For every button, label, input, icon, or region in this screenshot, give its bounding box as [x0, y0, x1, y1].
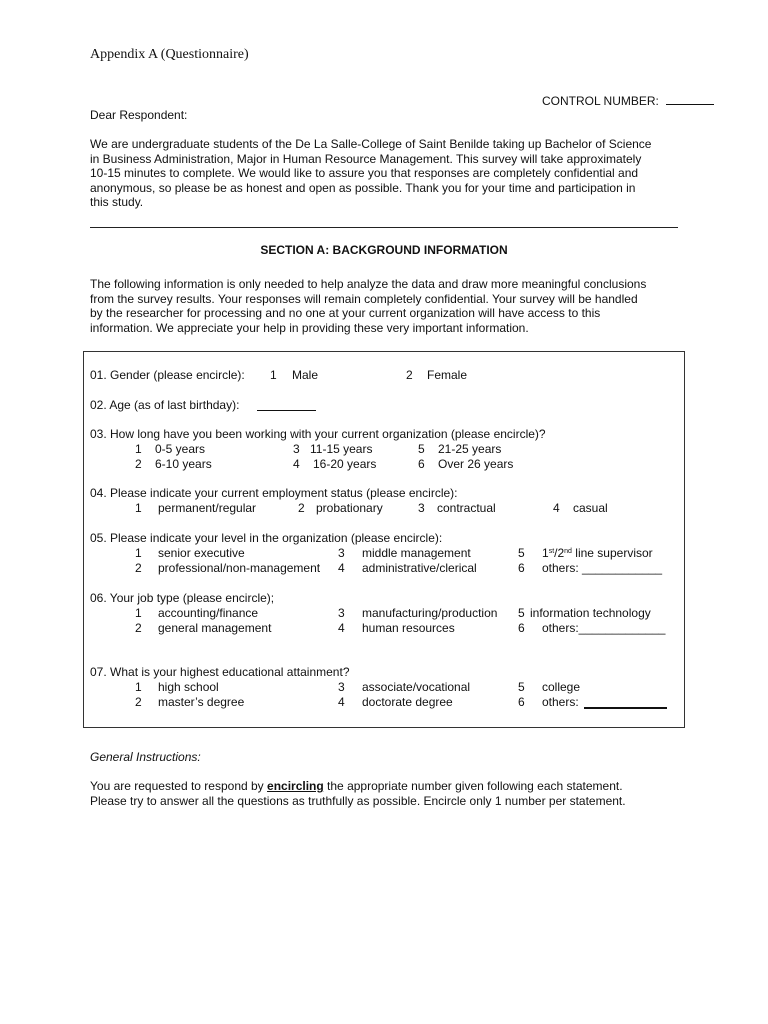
intro-paragraph	[90, 137, 680, 210]
option-label: doctorate degree	[362, 695, 453, 709]
option-number[interactable]: 5	[418, 442, 425, 456]
intro-line: 10-15 minutes to complete. We would like to assure you that responses are completely confidential and	[90, 166, 639, 180]
question-prompt: 05. Please indicate your level in the organization (please encircle):	[90, 531, 443, 545]
option-number[interactable]: 1	[270, 368, 277, 382]
intro-line: anonymous, so please be as honest and open as possible. Thank you for your time and participation in	[90, 180, 636, 195]
option-number[interactable]: 2	[135, 695, 142, 709]
intro-line: this study.	[90, 195, 144, 209]
option-number[interactable]: 5	[518, 680, 525, 694]
question-prompt: 06. Your job type (please encircle);	[90, 591, 275, 605]
divider	[90, 227, 678, 228]
option-number[interactable]: 3	[338, 546, 345, 560]
instructions-pre: You are requested to respond by	[90, 779, 268, 793]
option-number[interactable]: 1	[135, 501, 142, 515]
option-label: associate/vocational	[362, 680, 471, 694]
question-prompt: 01. Gender (please encircle):	[90, 368, 245, 382]
option-label: manufacturing/production	[362, 606, 498, 620]
option-number[interactable]: 2	[135, 561, 142, 575]
option-number[interactable]: 4	[553, 501, 560, 515]
option-label: Female	[427, 368, 468, 382]
option-number[interactable]: 4	[293, 457, 300, 471]
option-number[interactable]: 2	[298, 501, 305, 515]
option-label: 11-15 years	[310, 442, 373, 456]
instructions-text	[90, 779, 680, 808]
option-label[interactable]: others:_____________	[542, 621, 666, 635]
question-prompt: 04. Please indicate your current employment status (please encircle):	[90, 486, 458, 500]
instructions-line: Please try to answer all the questions as truthfully as possible. Encircle only 1 number per statement.	[90, 793, 626, 808]
option-number[interactable]: 3	[418, 501, 425, 515]
option-number[interactable]: 1	[135, 546, 142, 560]
question-prompt: 02. Age (as of last birthday):	[90, 398, 240, 412]
option-label: professional/non-management	[158, 561, 321, 575]
option-number[interactable]: 2	[135, 457, 142, 471]
option-number[interactable]: 2	[135, 621, 142, 635]
option-label: senior executive	[158, 546, 245, 560]
section-intro-line: from the survey results. Your responses will remain completely confidential. Your survey will be handled	[90, 291, 638, 306]
option-number[interactable]: 3	[293, 442, 300, 456]
option-label: casual	[573, 501, 608, 515]
option-number[interactable]: 6	[518, 561, 525, 575]
option-number[interactable]: 4	[338, 621, 345, 635]
option-number[interactable]: 4	[338, 561, 345, 575]
section-intro	[90, 277, 680, 335]
option-number[interactable]: 1	[135, 442, 142, 456]
section-intro-line: by the researcher for processing and no one at your current organization will have access to this	[90, 306, 601, 320]
instructions-emphasis: encircling	[267, 779, 324, 793]
option-label: high school	[158, 680, 219, 694]
option-number[interactable]: 4	[338, 695, 345, 709]
question-prompt: 03. How long have you been working with your current organization (please encircle)?	[90, 427, 546, 441]
intro-line: We are undergraduate students of the De La Salle-College of Saint Benilde taking up Bachelor of Science	[90, 137, 652, 151]
intro-line: in Business Administration, Major in Human Resource Management. This survey will take approximately	[90, 151, 642, 166]
option-label: 16-20 years	[313, 457, 377, 471]
section-title: SECTION A: BACKGROUND INFORMATION	[260, 243, 508, 257]
option-label: college	[542, 680, 581, 694]
control-number-label: CONTROL NUMBER:	[542, 94, 659, 108]
option-label: 21-25 years	[438, 442, 502, 456]
option-label: middle management	[362, 546, 471, 560]
option-number[interactable]: 3	[338, 680, 345, 694]
option-number[interactable]: 3	[338, 606, 345, 620]
option-number[interactable]: 1	[135, 680, 142, 694]
appendix-title: Appendix A (Questionnaire)	[90, 47, 249, 62]
option-label: others:	[542, 695, 579, 709]
option-label: master’s degree	[158, 695, 245, 709]
control-number	[542, 93, 714, 109]
option-label: Male	[292, 368, 319, 382]
option-label: administrative/clerical	[362, 561, 477, 575]
option-number[interactable]: 6	[518, 695, 525, 709]
option-label: accounting/finance	[158, 606, 259, 620]
age-field[interactable]	[257, 399, 316, 411]
option-label: 0-5 years	[155, 442, 206, 456]
education-others-field[interactable]	[584, 696, 667, 709]
option-number[interactable]: 6	[418, 457, 425, 471]
control-number-field[interactable]	[666, 93, 714, 105]
option-label: probationary	[316, 501, 383, 515]
option-label: contractual	[437, 501, 496, 515]
general-instructions-title: General Instructions:	[90, 750, 201, 764]
option-label: information technology	[530, 606, 651, 620]
option-number[interactable]: 1	[135, 606, 142, 620]
option-label: 6-10 years	[155, 457, 212, 471]
option-label[interactable]: others: ____________	[542, 561, 663, 575]
option-label-supervisor: 1st/2nd line supervisor	[542, 546, 653, 560]
option-label: human resources	[362, 621, 455, 635]
salutation: Dear Respondent:	[90, 108, 188, 122]
instructions-line	[90, 779, 680, 794]
section-intro-line: information. We appreciate your help in providing these very important information.	[90, 320, 529, 335]
question-prompt: 07. What is your highest educational attainment?	[90, 665, 350, 679]
option-number[interactable]: 5	[518, 546, 525, 560]
option-label: Over 26 years	[438, 457, 514, 471]
option-label: general management	[158, 621, 272, 635]
option-label: permanent/regular	[158, 501, 257, 515]
instructions-post: the appropriate number given following each statement.	[323, 779, 623, 793]
option-number[interactable]: 6	[518, 621, 525, 635]
option-number[interactable]: 5	[518, 606, 525, 620]
option-number[interactable]: 2	[406, 368, 413, 382]
section-intro-line: The following information is only needed to help analyze the data and draw more meaningful conclusions	[90, 277, 647, 291]
